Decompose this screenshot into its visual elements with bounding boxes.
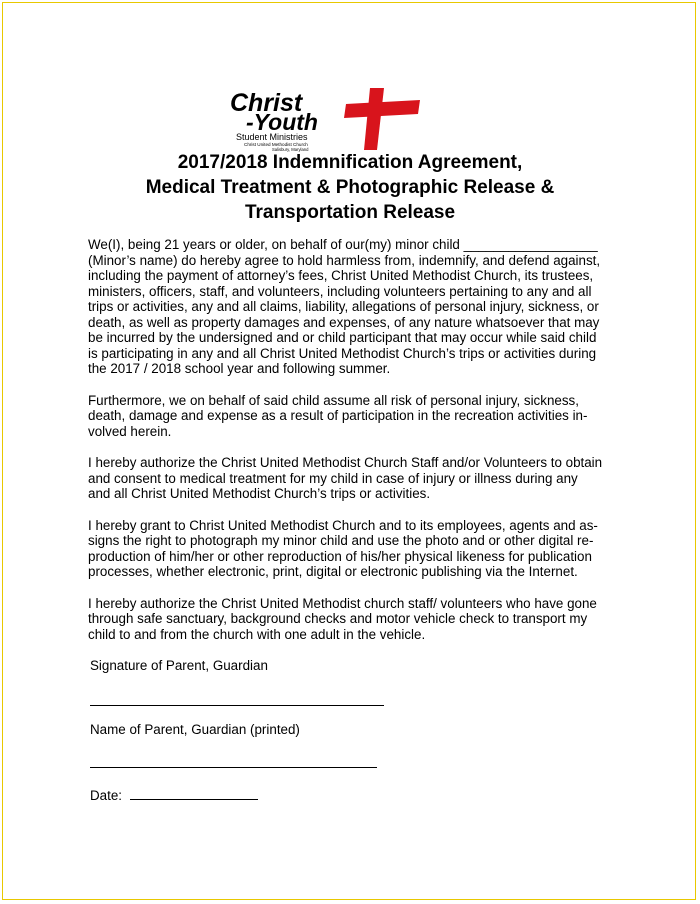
- agreement-body: [88, 237, 628, 658]
- parent-name-line[interactable]: [90, 767, 377, 768]
- paragraph-line: trips or activities, any and all claims, liability, allegations of personal injury, sickness, or: [88, 299, 599, 314]
- paragraph-line: including the payment of attorney’s fees, Christ United Methodist Church, its trustees,: [88, 268, 594, 283]
- paragraph: [88, 393, 628, 440]
- logo-graphic: [228, 84, 428, 154]
- logo-location: Salisbury, Maryland: [272, 147, 309, 152]
- title-line: Transportation Release: [244, 202, 456, 223]
- paragraph: [88, 596, 628, 643]
- paragraph: [88, 237, 628, 377]
- paragraph-line: death, as well as property damages and expenses, of any nature whatsoever that may: [88, 314, 600, 330]
- paragraph-line: signs the right to photograph my minor child and use the photo and or other digital re-: [88, 533, 594, 548]
- paragraph-line: and all Christ United Methodist Church’s trips or activities.: [88, 486, 431, 501]
- paragraph-line: death, damage and expense as a result of participation in the recreation activities in-: [88, 408, 588, 423]
- paragraph-line: production of him/her or other reproduction of his/her physical likeness for publication: [88, 548, 592, 564]
- parent-name-label: Name of Parent, Guardian (printed): [90, 722, 300, 737]
- title-line: Medical Treatment & Photographic Release &: [145, 177, 555, 198]
- date-row: [90, 786, 258, 803]
- paragraph-line: volved herein.: [88, 423, 172, 439]
- paragraph-line: child to and from the church with one adult in the vehicle.: [88, 626, 426, 642]
- paragraph-line: the 2017 / 2018 school year and following summer.: [88, 361, 391, 376]
- date-label: Date:: [90, 788, 123, 803]
- paragraph-line: processes, whether electronic, print, digital or electronic publishing via the Internet.: [88, 564, 578, 579]
- paragraph-line: We(I), being 21 years or older, on behalf of our(my) minor child __________________: [88, 237, 598, 252]
- paragraph-line: (Minor’s name) do hereby agree to hold harmless from, indemnify, and defend against,: [88, 252, 601, 268]
- logo-word-youth: -Youth: [246, 109, 318, 135]
- paragraph-line: Furthermore, we on behalf of said child assume all risk of personal injury, sickness,: [88, 392, 579, 408]
- paragraph: [88, 518, 628, 580]
- logo-word-christ: Christ: [230, 89, 303, 117]
- christ-youth-logo: [228, 84, 428, 154]
- logo-church-name: Christ United Methodist Church: [244, 142, 308, 147]
- title-line: 2017/2018 Indemnification Agreement,: [177, 152, 523, 173]
- paragraph-line: I hereby authorize the Christ United Methodist Church Staff and/or Volunteers to obtain: [88, 455, 603, 470]
- logo-tagline: Student Ministries: [236, 132, 308, 142]
- paragraph-line: be incurred by the undersigned and or child participant that may occur while said child: [88, 330, 597, 345]
- paragraph-line: is participating in any and all Christ United Methodist Church’s trips or activities during: [88, 345, 597, 361]
- paragraph-line: I hereby authorize the Christ United Methodist church staff/ volunteers who have gone: [88, 595, 597, 611]
- document-title: [60, 150, 640, 225]
- date-line[interactable]: [130, 786, 258, 800]
- paragraph-line: through safe sanctuary, background checks and motor vehicle check to transport my: [88, 611, 588, 626]
- paragraph-line: ministers, officers, staff, and volunteers, including volunteers pertaining to any and all: [88, 283, 592, 299]
- paragraph-line: and consent to medical treatment for my child in case of injury or illness during any: [88, 470, 578, 486]
- cross-icon: [344, 88, 420, 150]
- parent-signature-line[interactable]: [90, 705, 384, 706]
- paragraph: [88, 455, 628, 502]
- paragraph-line: I hereby grant to Christ United Methodist Church and to its employees, agents and as-: [88, 517, 598, 533]
- parent-signature-label: Signature of Parent, Guardian: [90, 658, 268, 673]
